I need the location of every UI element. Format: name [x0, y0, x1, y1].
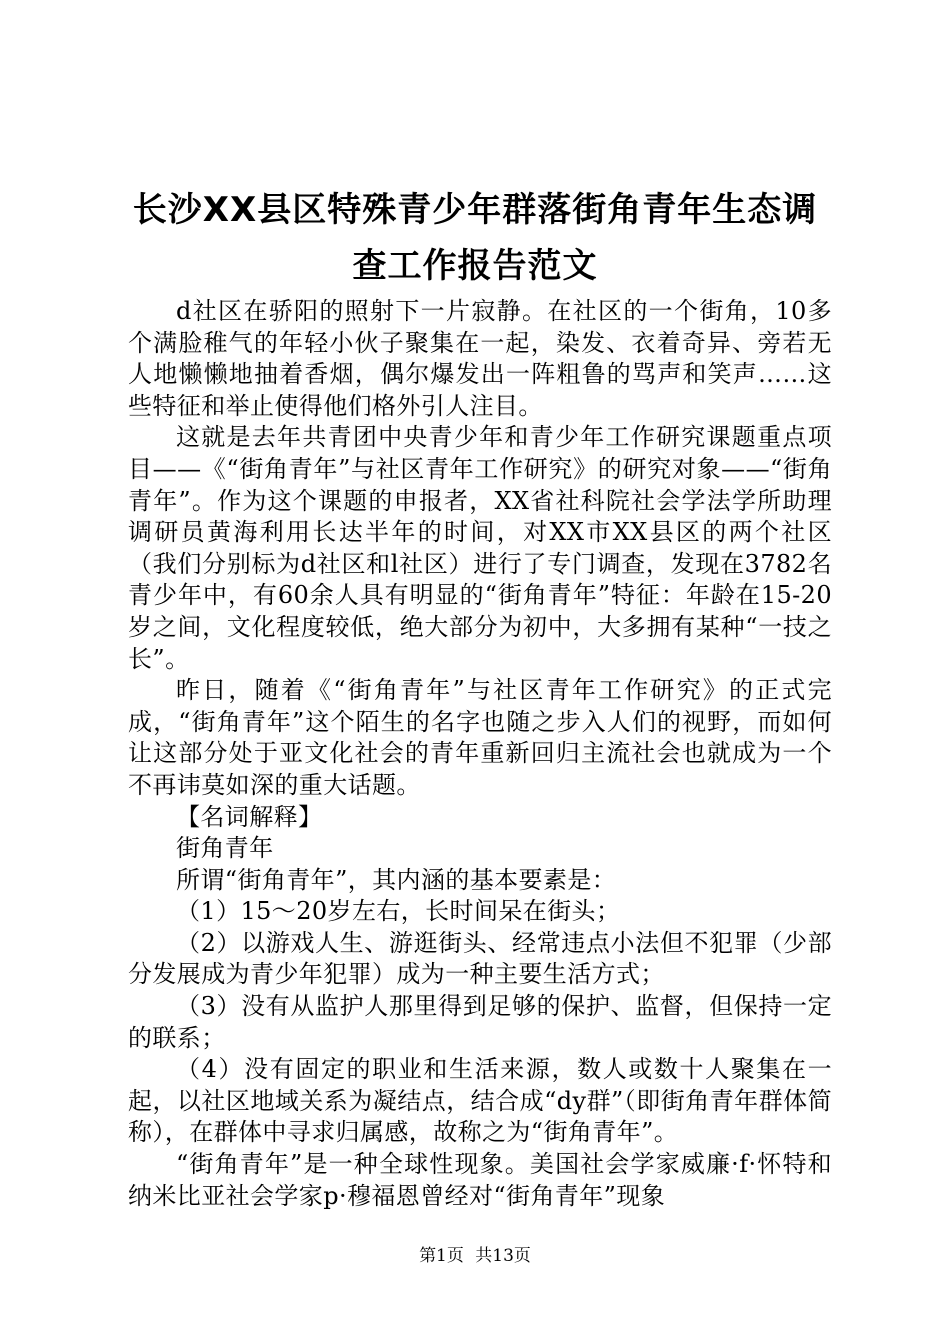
body-paragraph: 所谓“街角青年”，其内涵的基本要素是：: [176, 865, 617, 894]
document-title-line-2: 查工作报告范文: [352, 246, 598, 286]
term-heading: 街角青年: [176, 834, 274, 863]
list-item: （4）没有固定的职业和生活来源，数人或数十人聚集在一起，以社区地域关系为凝结点，结合成“dy群”（即街角青年群体简称），在群体中寻求归属感，故称之为“街角青年”。: [128, 1055, 832, 1147]
document-title-line-1: 长沙XX县区特殊青少年群落街角青年生态调: [132, 190, 818, 230]
section-heading: 【名词解释】: [176, 802, 323, 831]
document-body: [128, 296, 832, 1212]
body-paragraph: 昨日，随着《“街角青年”与社区青年工作研究》的正式完成，“街角青年”这个陌生的名字也随之步入人们的视野，而如何让这部分处于亚文化社会的青年重新回归主流社会也就成为一个不再讳莫如深的重大话题。: [128, 676, 832, 799]
list-item: （3）没有从监护人那里得到足够的保护、监督，但保持一定的联系；: [128, 992, 832, 1052]
body-paragraph: d社区在骄阳的照射下一片寂静。在社区的一个街角，10多个满脸稚气的年轻小伙子聚集在一起，染发、衣着奇异、旁若无人地懒懒地抽着香烟，偶尔爆发出一阵粗鲁的骂声和笑声……这些特征和举止使得他们格外引人注目。: [128, 297, 832, 420]
list-item: （1）15～20岁左右，长时间呆在街头；: [176, 897, 621, 926]
list-item: （2）以游戏人生、游逛街头、经常违点小法但不犯罪（少部分发展成为青少年犯罪）成为一种主要生活方式；: [128, 928, 832, 989]
page-footer: [0, 1245, 950, 1267]
page-number: 第1页: [419, 1246, 464, 1266]
body-paragraph: 这就是去年共青团中央青少年和青少年工作研究课题重点项目——《“街角青年”与社区青年工作研究》的研究对象——“街角青年”。作为这个课题的申报者，XX省社科院社会学法学所助理调研员黄海利用长达半年的时间，对XX市XX县区的两个社区（我们分别标为d社区和l社区）进行了专门调查，发现在3782名青少年中，有60余人具有明显的“街角青年”特征：年龄在15-20岁之间，文化程度较低，绝大部分为初中，大多拥有某种“一技之长”。: [128, 423, 832, 673]
page-total: 共13页: [475, 1246, 531, 1266]
body-paragraph: “街角青年”是一种全球性现象。美国社会学家威廉·f·怀特和纳米比亚社会学家p·穆福恩曾经对“街角青年”现象: [128, 1150, 832, 1210]
